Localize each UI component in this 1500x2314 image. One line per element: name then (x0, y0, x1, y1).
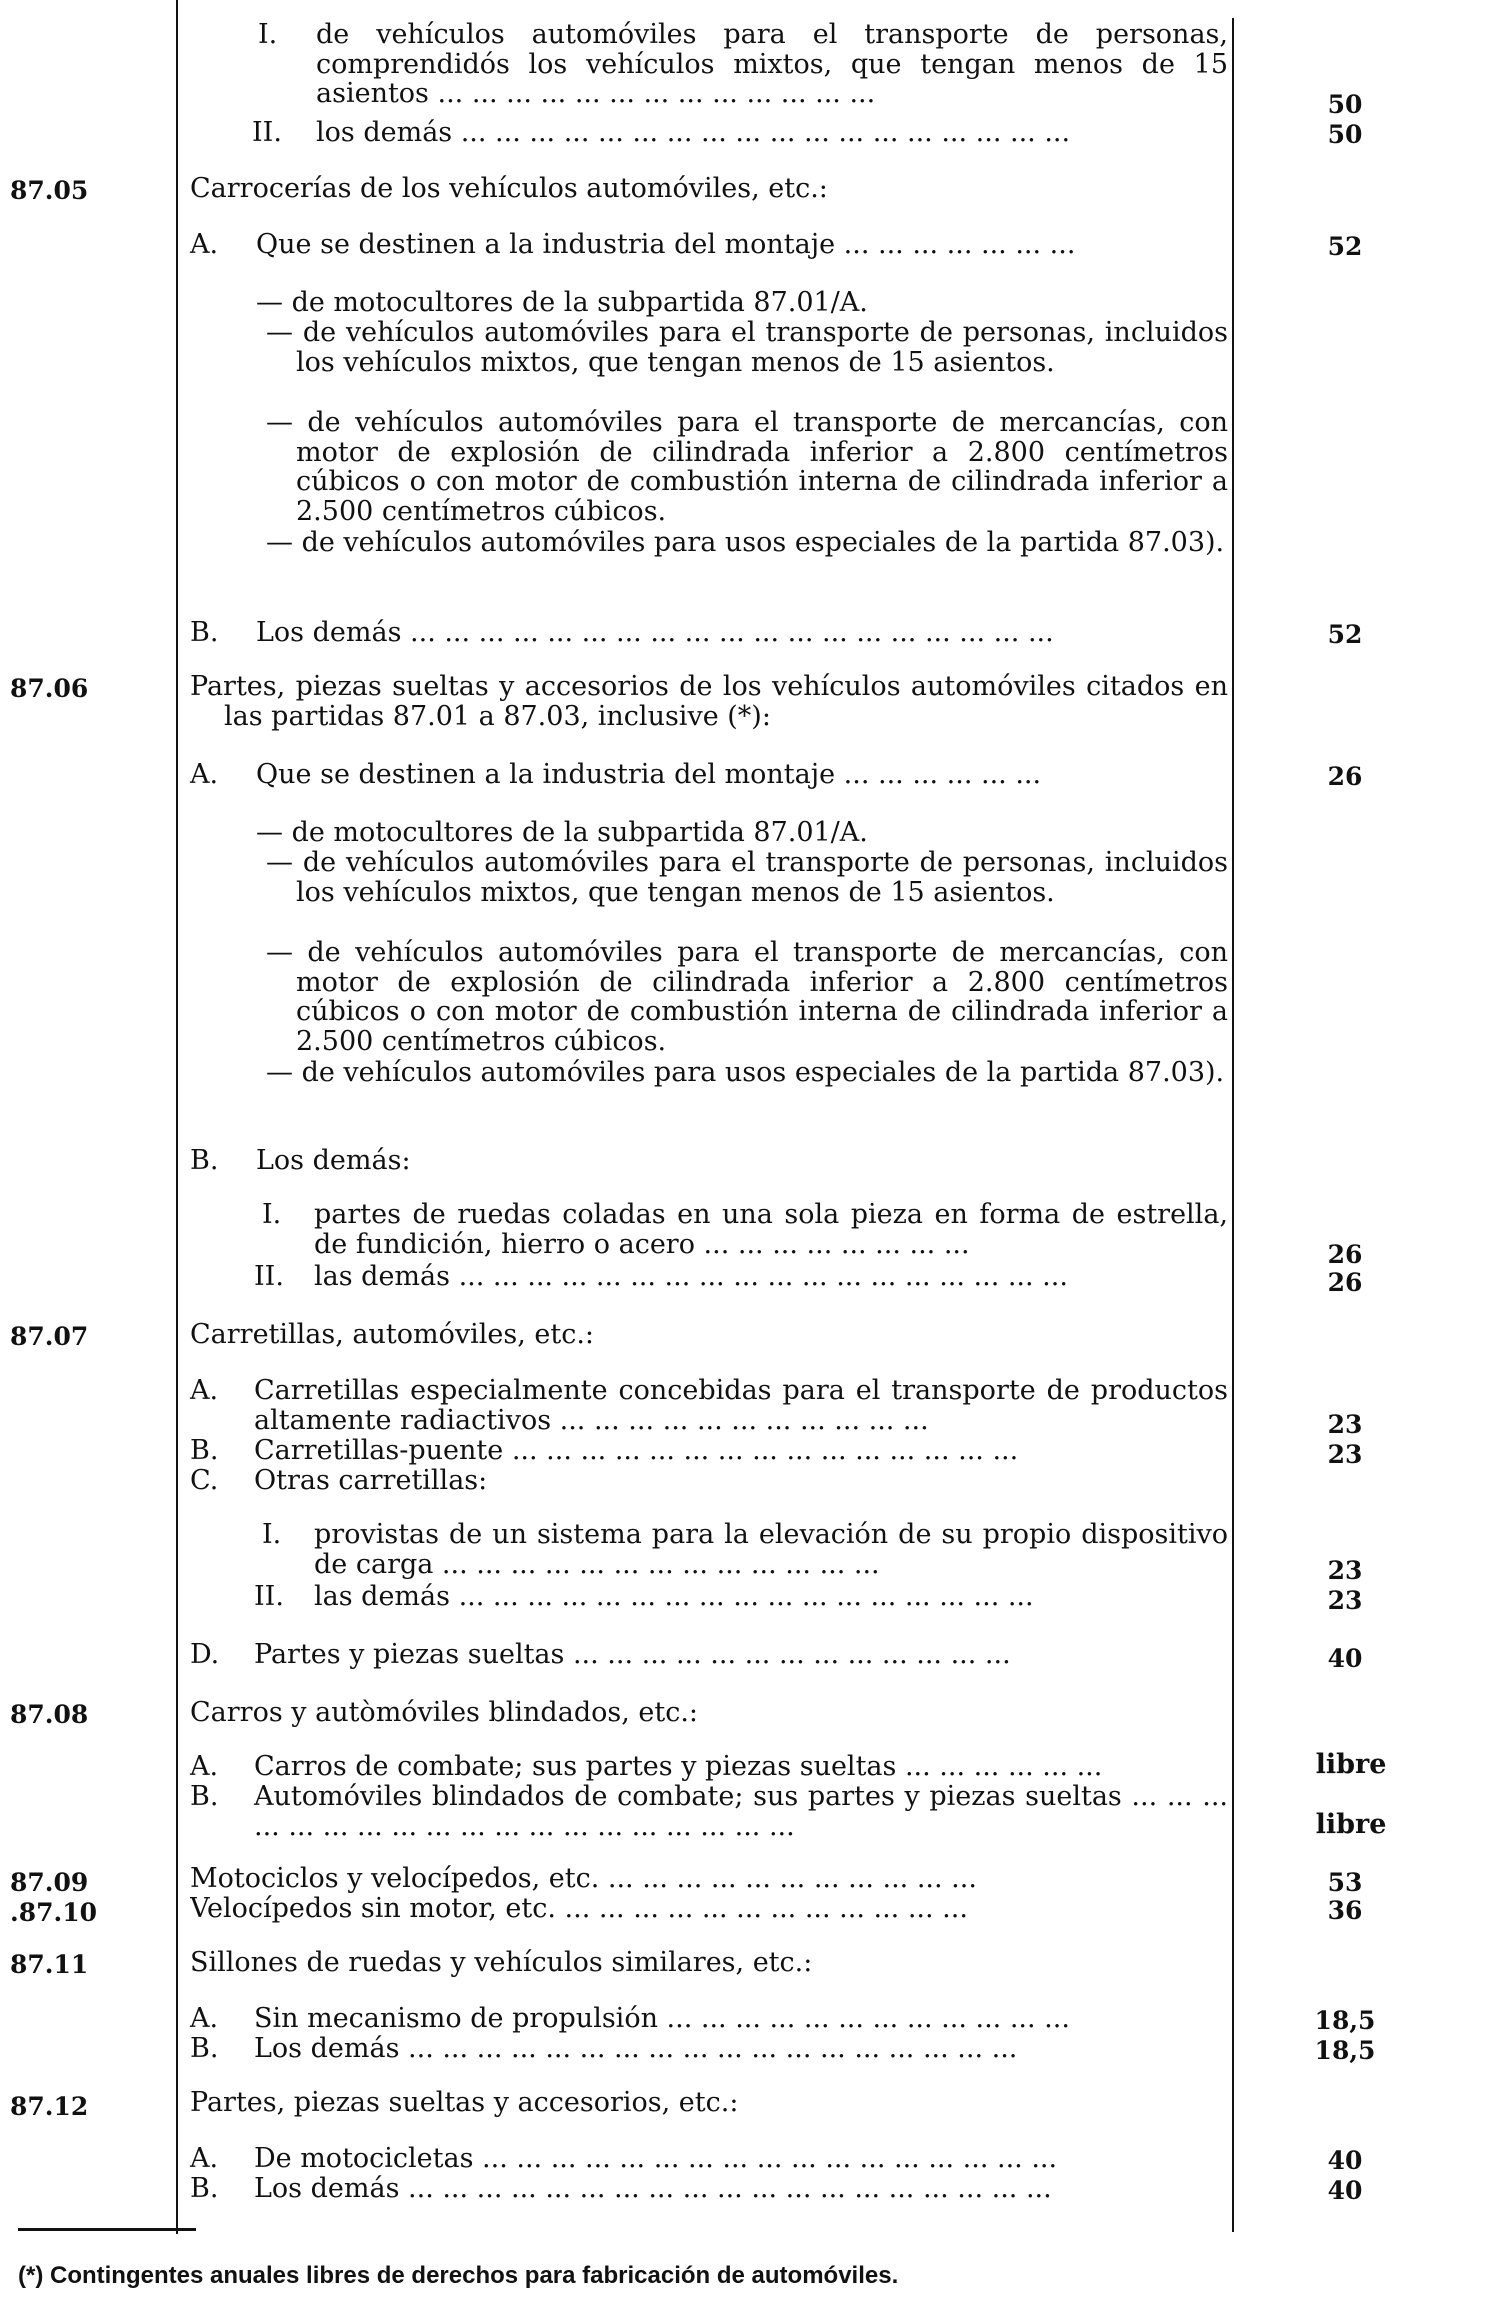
item-marker: II. (252, 117, 282, 148)
item-text: Carros de combate; sus partes y piezas sueltas ... ... ... ... ... ... (254, 1752, 1103, 1782)
duty-value: 18,5 (1314, 2036, 1376, 2065)
dash-item: — de vehículos automóviles para usos especiales de la partida 87.03). (266, 527, 1225, 558)
item-marker: A. (190, 1375, 219, 1406)
duty-value: 26 (1327, 1268, 1363, 1297)
duty-value: 23 (1327, 1410, 1363, 1439)
right-column-rule (1232, 18, 1234, 2232)
heading-title: Carros y autòmóviles blindados, etc.: (190, 1697, 699, 1728)
item-marker: I. (262, 1519, 282, 1550)
item-marker: B. (190, 1781, 219, 1812)
duty-value: 53 (1327, 1868, 1363, 1897)
heading-text: Motociclos y velocípedos, etc. ... ... ... ... ... ... ... ... ... ... ... (190, 1864, 977, 1894)
item-text: Los demás: (256, 1145, 411, 1176)
item-marker: A. (190, 2143, 219, 2174)
left-column-rule (176, 0, 178, 2234)
duty-value: 26 (1327, 1240, 1363, 1269)
duty-value: 50 (1327, 120, 1363, 149)
item-text: Carretillas especialmente concebidas para el transporte de productos altamente radiactivos ... ... ... ... ... ... ... ... ... ... ... (254, 1375, 1228, 1436)
dash-item: — de vehículos automóviles para el transporte de personas, incluidos los vehículos mixtos, que tengan menos de 15 asientos. (266, 317, 1228, 378)
item-text: Carretillas-puente ... ... ... ... ... ... ... ... ... ... ... ... ... ... ... (254, 1436, 1019, 1466)
dash-item: — de vehículos automóviles para usos especiales de la partida 87.03). (266, 1057, 1225, 1088)
item-marker: B. (190, 1145, 219, 1176)
duty-value: 26 (1327, 762, 1363, 791)
duty-value: 50 (1327, 90, 1363, 119)
duty-value: 23 (1327, 1440, 1363, 1469)
item-marker: A. (190, 1751, 219, 1782)
duty-value: 52 (1327, 232, 1363, 261)
heading-code: 87.07 (10, 1322, 89, 1351)
item-marker: I. (258, 19, 278, 50)
item-marker: II. (254, 1261, 284, 1292)
heading-code: 87.08 (10, 1700, 89, 1729)
item-marker: B. (190, 1435, 219, 1466)
duty-value: 23 (1327, 1556, 1363, 1585)
heading-code: 87.11 (10, 1950, 89, 1979)
item-marker: D. (190, 1639, 220, 1670)
dash-item: — de vehículos automóviles para el transporte de personas, incluidos los vehículos mixtos, que tengan menos de 15 asientos. (266, 847, 1228, 908)
dash-item: — de vehículos automóviles para el transporte de mercancías, con motor de explosión de cilindrada inferior a 2.800 centímetros cúbicos o con motor de combustión interna de cilindrada inferior a 2.500 centímetros cúbicos. (266, 937, 1228, 1057)
heading-text: Velocípedos sin motor, etc. ... ... ... ... ... ... ... ... ... ... ... ... (190, 1894, 968, 1924)
item-marker: II. (254, 1581, 284, 1612)
heading-title: Partes, piezas sueltas y accesorios de los vehículos automóviles citados en las partidas 87.01 a 87.03, inclusive (*): (190, 671, 1228, 732)
heading-title: Partes, piezas sueltas y accesorios, etc.: (190, 2087, 739, 2118)
item-text: las demás ... ... ... ... ... ... ... ... ... ... ... ... ... ... ... ... ... ... (314, 1262, 1068, 1292)
duty-value: 18,5 (1314, 2006, 1376, 2035)
footnote: (*) Contingentes anuales libres de derechos para fabricación de automóviles. (18, 2262, 899, 2289)
duty-value: 36 (1327, 1896, 1363, 1925)
item-marker: A. (190, 229, 219, 260)
item-text: Partes y piezas sueltas ... ... ... ... ... ... ... ... ... ... ... ... ... (254, 1640, 1011, 1670)
heading-code: 87.12 (10, 2092, 89, 2121)
item-text: Los demás ... ... ... ... ... ... ... ... ... ... ... ... ... ... ... ... ... ... (254, 2034, 1018, 2064)
item-text: Sin mecanismo de propulsión ... ... ... ... ... ... ... ... ... ... ... ... (254, 2004, 1070, 2034)
heading-title: Sillones de ruedas y vehículos similares, etc.: (190, 1947, 813, 1978)
duty-value: 23 (1327, 1586, 1363, 1615)
item-text: los demás ... ... ... ... ... ... ... ... ... ... ... ... ... ... ... ... ... ... (316, 118, 1071, 148)
dash-item: — de motocultores de la subpartida 87.01/A. (256, 817, 868, 848)
dash-item: — de motocultores de la subpartida 87.01/A. (256, 287, 868, 318)
item-text: de vehículos automóviles para el transporte de personas, comprendidós los vehículos mixtos, que tengan menos de 15 asientos ... ... ... ... ... ... ... ... ... ... ... ... ... (316, 19, 1228, 109)
item-marker: I. (262, 1199, 282, 1230)
item-marker: B. (190, 2033, 219, 2064)
heading-title: Carrocerías de los vehículos automóviles, etc.: (190, 173, 828, 204)
item-text: Automóviles blindados de combate; sus partes y piezas sueltas ... ... ... ... ... ... ... ... ... ... ... ... ... ... ... ... ... ... ... (254, 1781, 1228, 1842)
heading-code: 87.06 (10, 674, 89, 703)
item-text: Que se destinen a la industria del montaje ... ... ... ... ... ... ... (256, 230, 1076, 260)
item-text: De motocicletas ... ... ... ... ... ... ... ... ... ... ... ... ... ... ... ... ... (254, 2144, 1058, 2174)
heading-code: 87.05 (10, 176, 89, 205)
duty-value: 40 (1327, 2176, 1363, 2205)
item-marker: B. (190, 617, 219, 648)
item-text: Los demás ... ... ... ... ... ... ... ... ... ... ... ... ... ... ... ... ... ... ... (254, 2174, 1052, 2204)
item-marker: B. (190, 2173, 219, 2204)
footnote-rule (18, 2228, 196, 2231)
item-marker: A. (190, 2003, 219, 2034)
duty-value: libre (1315, 1809, 1387, 1840)
item-text: Otras carretillas: (254, 1465, 488, 1496)
item-text: Los demás ... ... ... ... ... ... ... ... ... ... ... ... ... ... ... ... ... ... ... (256, 618, 1054, 648)
item-text: provistas de un sistema para la elevación de su propio dispositivo de carga ... ... ... ... ... ... ... ... ... ... ... ... ... (314, 1519, 1228, 1580)
item-text: partes de ruedas coladas en una sola pieza en forma de estrella, de fundición, hierro o acero ... ... ... ... ... ... ... ... (314, 1199, 1228, 1260)
item-text: Que se destinen a la industria del montaje ... ... ... ... ... ... (256, 760, 1042, 790)
duty-value: 40 (1327, 1644, 1363, 1673)
duty-value: 52 (1327, 620, 1363, 649)
duty-value: libre (1315, 1749, 1387, 1780)
heading-code: 87.09 (10, 1868, 89, 1897)
duty-value: 40 (1327, 2146, 1363, 2175)
item-marker: C. (190, 1465, 219, 1496)
heading-title: Carretillas, automóviles, etc.: (190, 1319, 595, 1350)
heading-code: .87.10 (10, 1898, 97, 1927)
dash-item: — de vehículos automóviles para el transporte de mercancías, con motor de explosión de cilindrada inferior a 2.800 centímetros cúbicos o con motor de combustión interna de cilindrada inferior a 2.500 centímetros cúbicos. (266, 407, 1228, 527)
item-text: las demás ... ... ... ... ... ... ... ... ... ... ... ... ... ... ... ... ... (314, 1582, 1034, 1612)
item-marker: A. (190, 759, 219, 790)
